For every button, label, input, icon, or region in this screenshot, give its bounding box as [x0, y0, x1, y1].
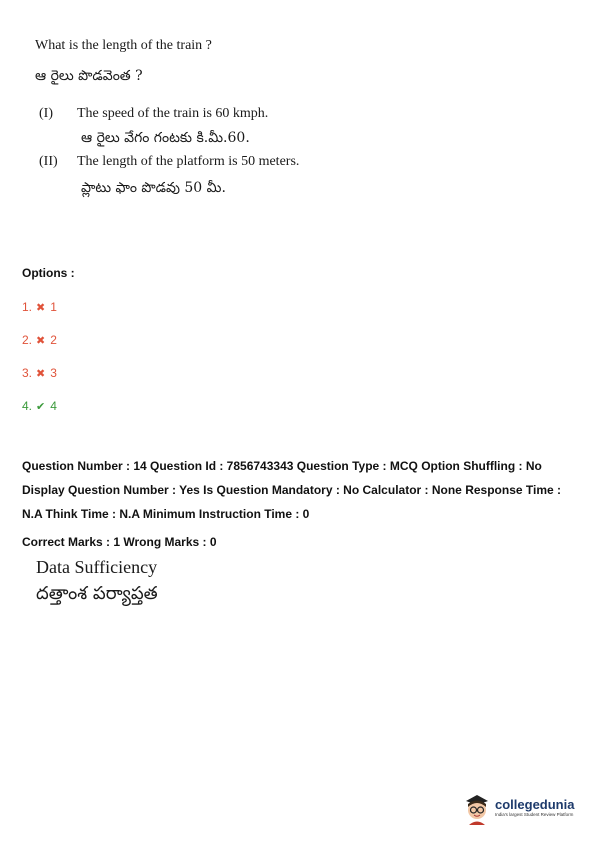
- question-text-en: What is the length of the train ?: [35, 38, 212, 53]
- statement-number: (I): [39, 106, 53, 121]
- logo-tagline: India's largest Student Review Platform: [495, 812, 574, 817]
- options-block: [22, 266, 572, 431]
- question-metadata: [22, 454, 580, 554]
- cross-icon: ✖: [36, 367, 46, 380]
- statements: [39, 104, 555, 198]
- option-number: 2.: [22, 333, 33, 347]
- option-number: 4.: [22, 399, 33, 413]
- question-text-te: ఆ రైలు పొడవెంత ?: [35, 68, 143, 84]
- statement-text-te: ప్లాటు ఫాం పొడవు 50 మీ.: [81, 180, 226, 196]
- option-1: [22, 299, 572, 315]
- cross-icon: ✖: [36, 301, 46, 314]
- statement-2: [39, 152, 555, 171]
- option-2: [22, 332, 572, 348]
- option-value: 3: [50, 366, 57, 380]
- option-4: [22, 398, 572, 414]
- subject-title-en: Data Sufficiency: [36, 557, 158, 577]
- statement-1: [39, 104, 555, 123]
- statement-text-en: The length of the platform is 50 meters.: [77, 154, 300, 169]
- mascot-icon: [462, 791, 492, 825]
- marks-line: Correct Marks : 1 Wrong Marks : 0: [22, 535, 217, 549]
- question-block: [35, 38, 555, 198]
- logo-text: [495, 798, 574, 818]
- option-value: 2: [50, 333, 57, 347]
- statement-text-te: ఆ రైలు వేగం గంటకు కి.మీ.60.: [81, 130, 250, 146]
- option-3: [22, 365, 572, 381]
- subject-block: [36, 555, 158, 607]
- subject-title-te: దత్తాంశ పర్యాప్తత: [36, 583, 158, 604]
- logo-name: collegedunia: [495, 797, 575, 812]
- collegedunia-logo: [462, 788, 590, 828]
- statement-number: (II): [39, 154, 58, 169]
- option-value: 4: [50, 399, 57, 413]
- check-icon: ✔: [36, 400, 46, 413]
- cross-icon: ✖: [36, 334, 46, 347]
- metadata-line: Question Number : 14 Question Id : 7856743343 Question Type : MCQ Option Shuffling : No Display Question Number : Yes Is Question Mandatory : No Calculator : None Response Time : N.A Think Time : N.A Minimum Instruction Time : 0: [22, 459, 561, 521]
- options-heading: Options :: [22, 266, 75, 280]
- option-value: 1: [50, 300, 57, 314]
- option-number: 3.: [22, 366, 33, 380]
- option-number: 1.: [22, 300, 33, 314]
- statement-text-en: The speed of the train is 60 kmph.: [77, 106, 269, 121]
